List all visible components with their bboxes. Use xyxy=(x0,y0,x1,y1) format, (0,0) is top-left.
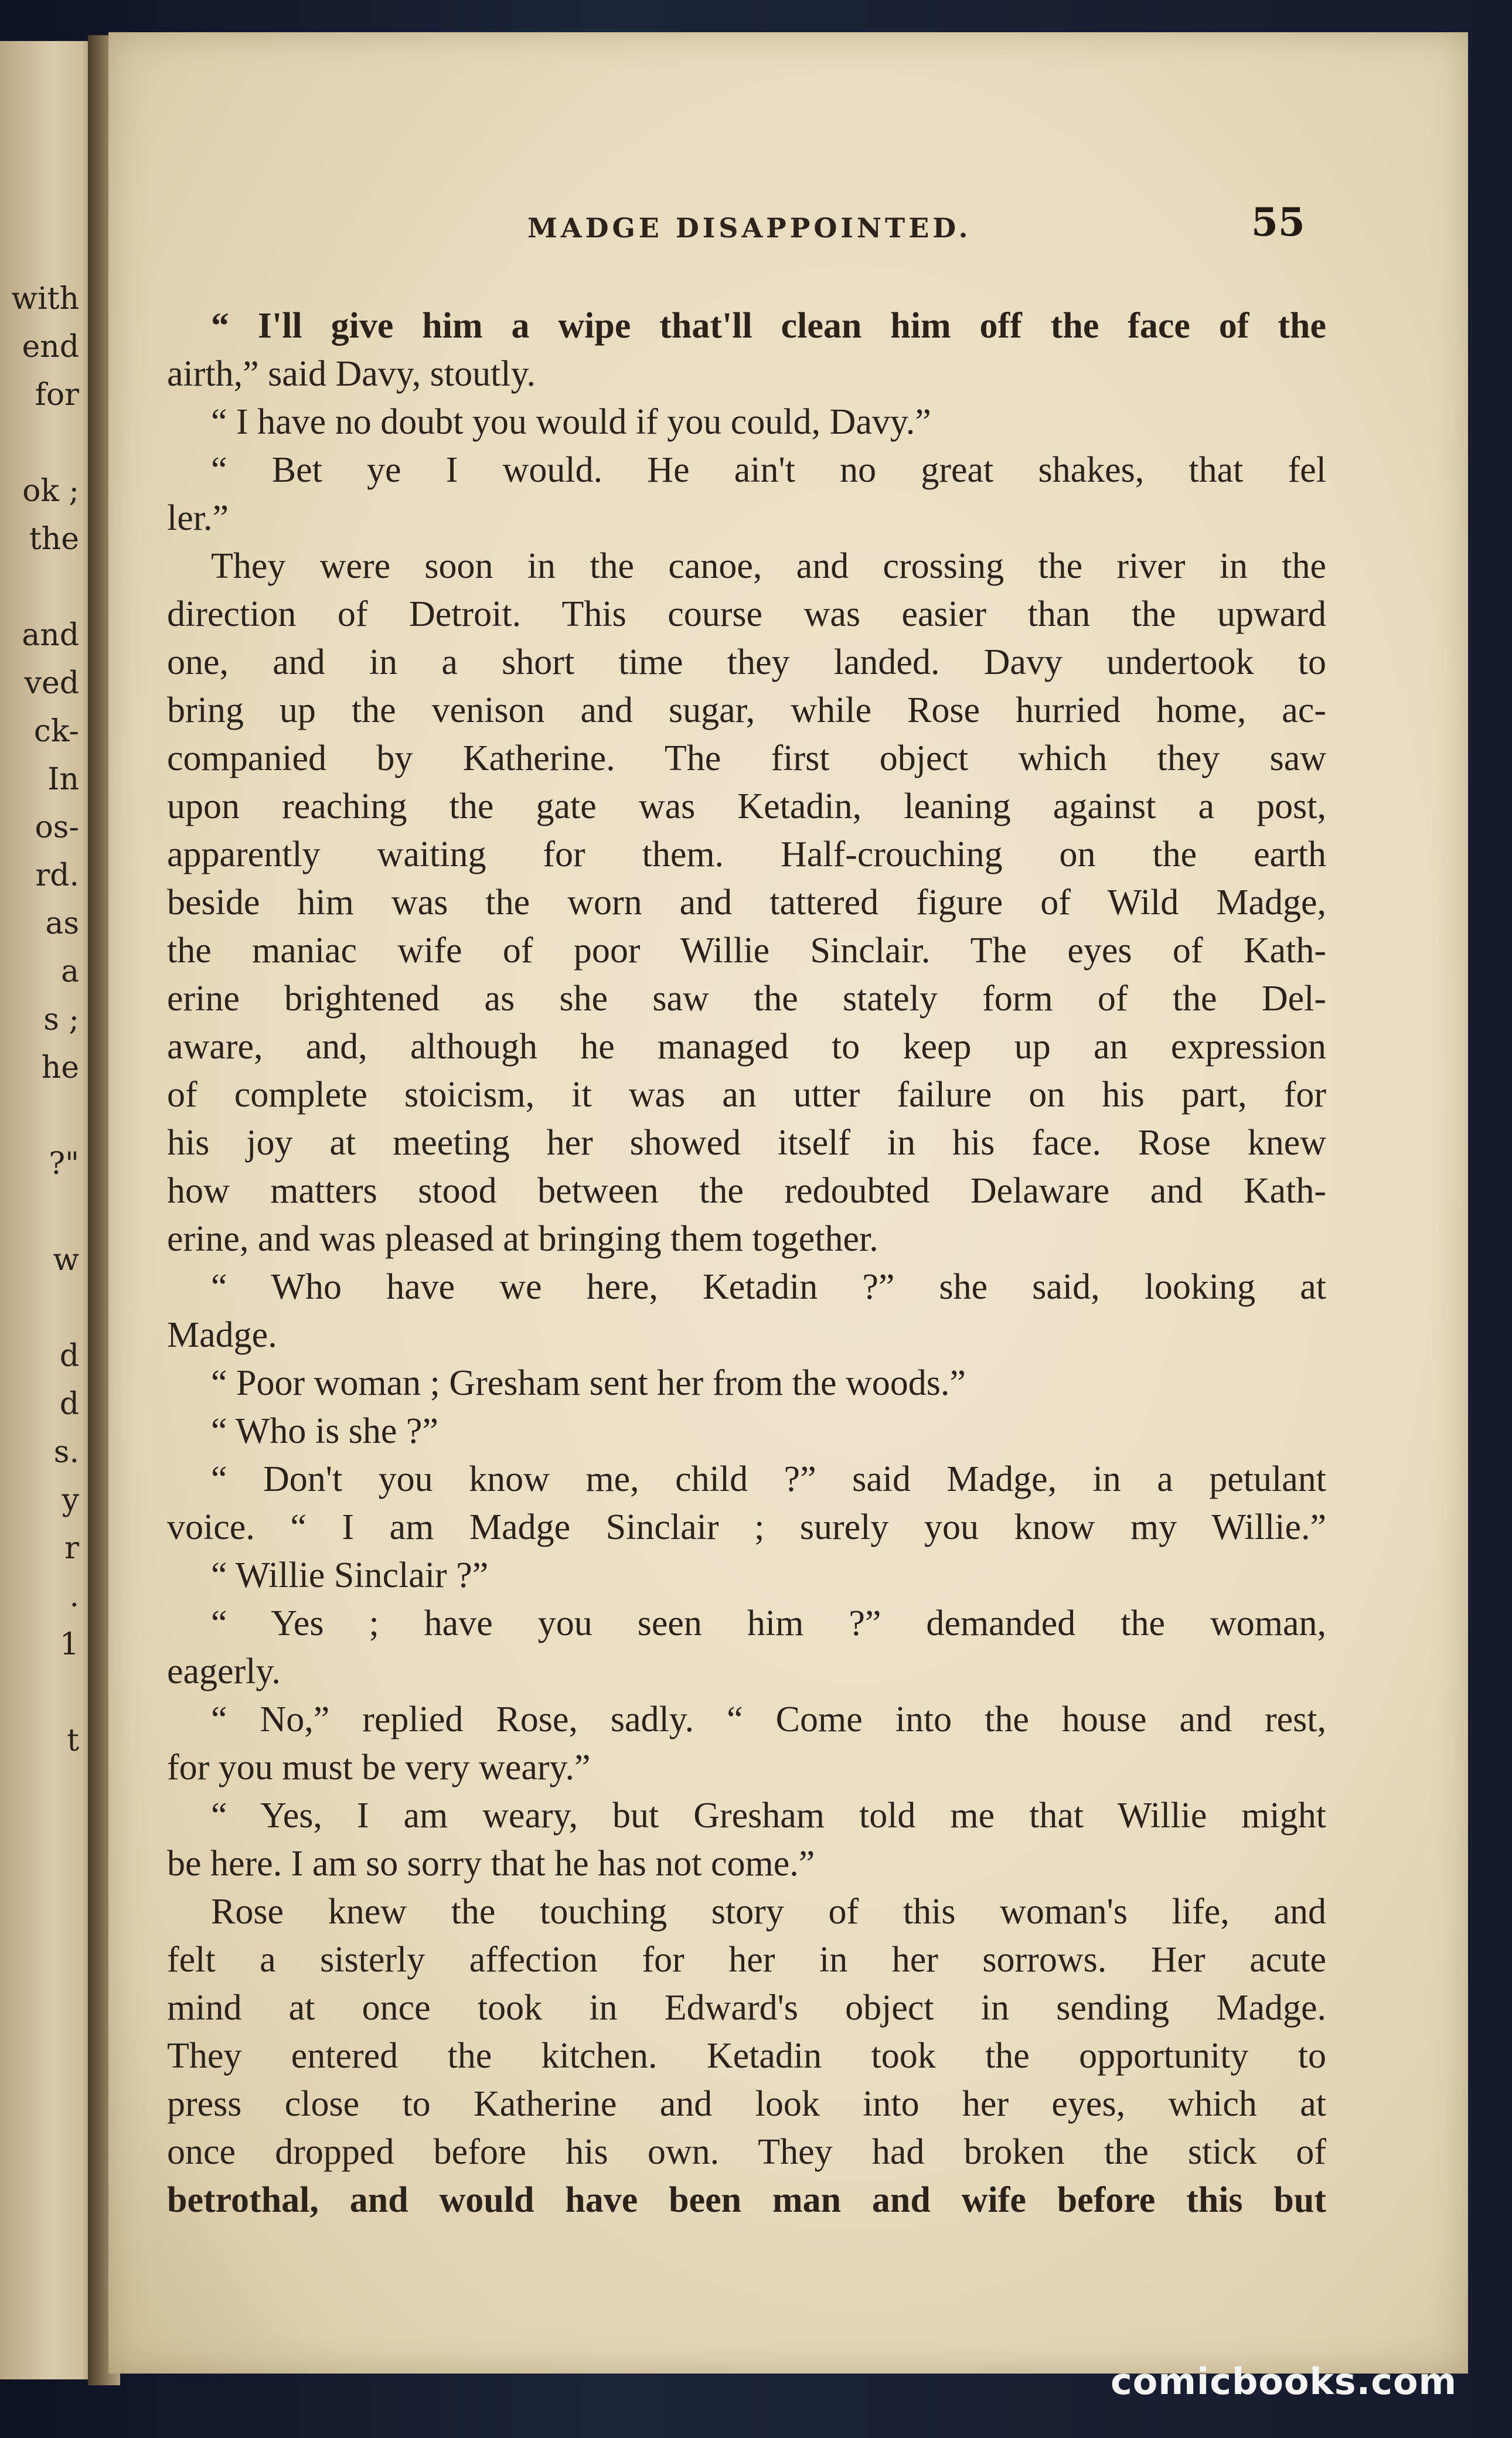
previous-page-fragment: and xyxy=(22,618,79,653)
text-line: betrothal, and would have been man and wife before this but xyxy=(167,2180,1326,2220)
text-line: aware, and, although he managed to keep up an expression xyxy=(167,1027,1326,1067)
text-line: “ I'll give him a wipe that'll clean him off the face of the xyxy=(211,306,1326,346)
text-line: one, and in a short time they landed. Davy undertook to xyxy=(167,642,1326,682)
previous-page-fragment: y xyxy=(62,1483,79,1518)
text-line: “ Yes, I am weary, but Gresham told me that Willie might xyxy=(211,1796,1326,1836)
text-line: bring up the venison and sugar, while Rose hurried home, ac- xyxy=(167,690,1326,730)
text-line: “ Poor woman ; Gresham sent her from the woods.” xyxy=(211,1363,966,1403)
previous-page-fragment: ved xyxy=(24,666,79,701)
text-line: beside him was the worn and tattered figure of Wild Madge, xyxy=(167,883,1326,922)
text-line: for you must be very weary.” xyxy=(167,1748,591,1787)
previous-page-fragment: r xyxy=(64,1531,79,1566)
text-line: Madge. xyxy=(167,1315,277,1355)
page-number: 55 xyxy=(1251,199,1305,245)
previous-page-fragment: 1 xyxy=(59,1627,79,1662)
text-line: voice. “ I am Madge Sinclair ; surely you know my Willie.” xyxy=(167,1507,1326,1547)
previous-page-fragment: rd. xyxy=(35,858,79,893)
text-line: companied by Katherine. The first object which they saw xyxy=(167,738,1326,778)
previous-page-edge xyxy=(0,41,97,2379)
text-line: “ I have no doubt you would if you could, Davy.” xyxy=(211,402,931,442)
previous-page-fragment: as xyxy=(45,906,79,941)
text-line: “ Who have we here, Ketadin ?” she said, looking at xyxy=(211,1267,1326,1307)
text-line: felt a sisterly affection for her in her sorrows. Her acute xyxy=(167,1940,1326,1980)
text-line: mind at once took in Edward's object in sending Madge. xyxy=(167,1988,1326,2028)
previous-page-fragment: he xyxy=(41,1050,79,1085)
previous-page-fragment: ?" xyxy=(49,1146,79,1181)
text-line: the maniac wife of poor Willie Sinclair. The eyes of Kath- xyxy=(167,931,1326,971)
previous-page-fragment: a xyxy=(60,954,79,989)
text-line: “ Who is she ?” xyxy=(211,1411,438,1451)
text-line: “ No,” replied Rose, sadly. “ Come into the house and rest, xyxy=(211,1700,1326,1739)
text-line: erine, and was pleased at bringing them together. xyxy=(167,1219,878,1259)
running-head: MADGE DISAPPOINTED. xyxy=(527,212,972,244)
text-line: direction of Detroit. This course was easier than the upward xyxy=(167,594,1326,634)
text-line: “ Willie Sinclair ?” xyxy=(211,1555,489,1595)
text-line: eagerly. xyxy=(167,1652,281,1691)
text-line: They entered the kitchen. Ketadin took the opportunity to xyxy=(167,2036,1326,2076)
previous-page-fragment: w xyxy=(53,1242,79,1278)
text-line: apparently waiting for them. Half-crouching on the earth xyxy=(167,835,1326,874)
text-line: erine brightened as she saw the stately form of the Del- xyxy=(167,979,1326,1019)
previous-page-fragment: s. xyxy=(53,1435,79,1470)
previous-page-fragment: . xyxy=(69,1579,79,1614)
text-line: once dropped before his own. They had broken the stick of xyxy=(167,2132,1326,2172)
book-page xyxy=(108,32,1468,2374)
previous-page-fragment: the xyxy=(29,522,79,557)
text-line: upon reaching the gate was Ketadin, leaning against a post, xyxy=(167,786,1326,826)
previous-page-fragment: ck- xyxy=(33,714,79,749)
previous-page-fragment: t xyxy=(67,1723,79,1758)
text-line: “ Don't you know me, child ?” said Madge, in a petulant xyxy=(211,1459,1326,1499)
page-header xyxy=(108,199,1468,252)
text-line: “ Bet ye I would. He ain't no great shakes, that fel xyxy=(211,450,1326,490)
text-line: of complete stoicism, it was an utter failure on his part, for xyxy=(167,1075,1326,1115)
previous-page-fragment: ok ; xyxy=(22,474,79,509)
text-line: his joy at meeting her showed itself in his face. Rose knew xyxy=(167,1123,1326,1163)
text-line: how matters stood between the redoubted Delaware and Kath- xyxy=(167,1171,1326,1211)
text-line: “ Yes ; have you seen him ?” demanded the woman, xyxy=(211,1603,1326,1643)
previous-page-fragment: with xyxy=(11,281,79,316)
previous-page-fragment: In xyxy=(47,762,79,797)
previous-page-fragment: end xyxy=(22,329,79,365)
text-line: press close to Katherine and look into her eyes, which at xyxy=(167,2084,1326,2124)
previous-page-fragment: for xyxy=(35,377,79,413)
text-line: Rose knew the touching story of this woman's life, and xyxy=(211,1892,1326,1932)
previous-page-fragment: d xyxy=(59,1387,79,1422)
body-text xyxy=(167,302,1326,2224)
text-line: be here. I am so sorry that he has not come.” xyxy=(167,1844,815,1884)
text-line: They were soon in the canoe, and crossing the river in the xyxy=(211,546,1326,586)
previous-page-fragment: s ; xyxy=(43,1002,79,1037)
previous-page-fragment: d xyxy=(59,1339,79,1374)
watermark: comicbooks.com xyxy=(1111,2360,1457,2403)
text-line: ler.” xyxy=(167,498,229,538)
previous-page-fragment: os- xyxy=(35,810,79,845)
text-line: airth,” said Davy, stoutly. xyxy=(167,354,536,394)
